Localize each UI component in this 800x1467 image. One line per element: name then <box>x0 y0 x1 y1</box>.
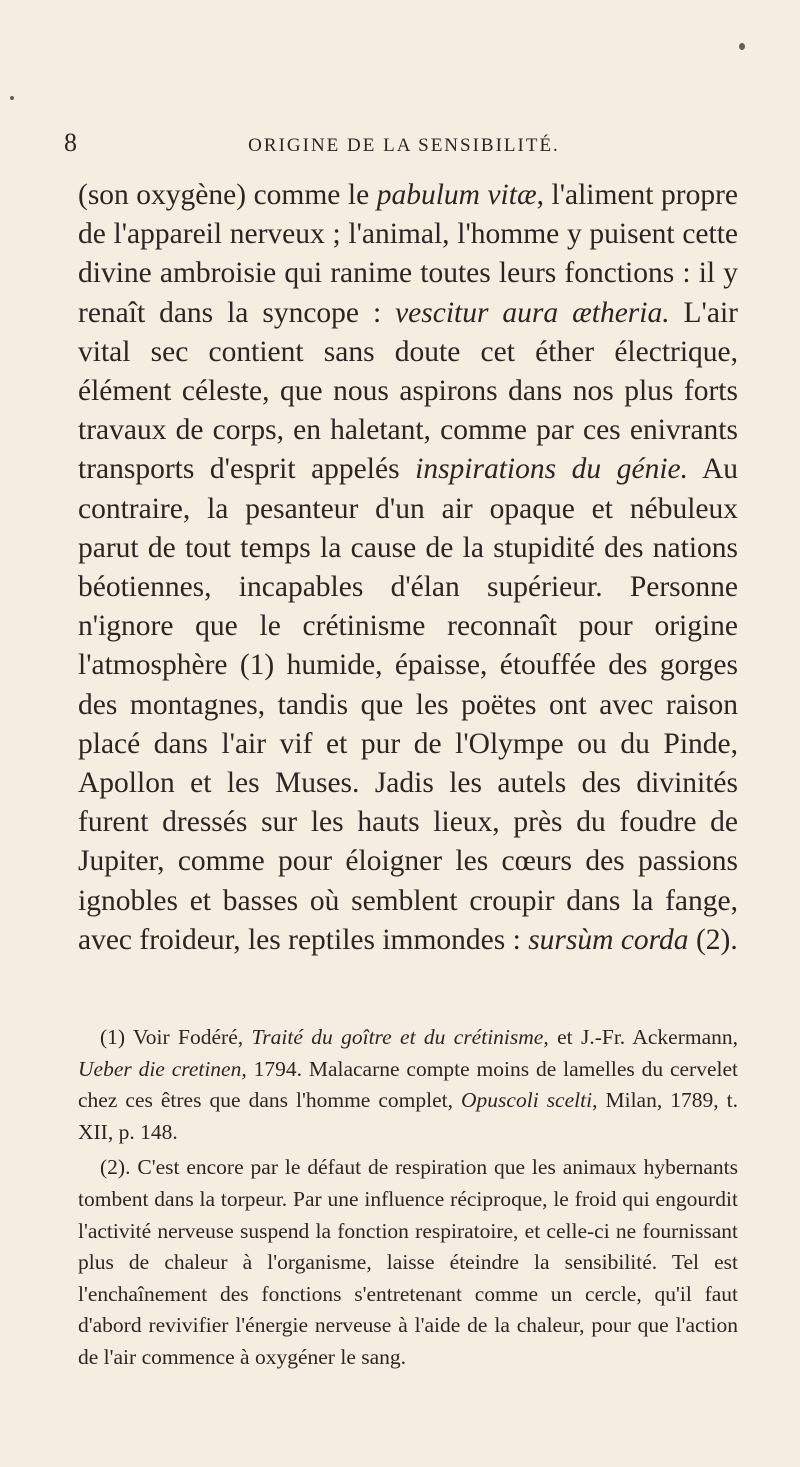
latin-phrase: vescitur aura ætheria. <box>395 296 670 329</box>
text-run: (son oxygène) comme le <box>78 179 377 211</box>
page-header <box>64 128 744 158</box>
book-title: Opuscoli scelti <box>461 1088 593 1113</box>
text-run: , l'aliment propre de l'appareil nerveux ; l'animal, l'homme y puisent cette divine ambroisie qui ranime toutes leurs fonctions : il y renaît dans la syncope : <box>78 179 738 329</box>
ink-speck <box>10 96 14 100</box>
latin-phrase: sursùm corda <box>528 923 689 956</box>
running-title: ORIGINE DE LA SENSIBILITÉ. <box>248 135 560 156</box>
footnotes <box>78 1022 738 1378</box>
text-run: , et J.-Fr. Ackermann, <box>543 1025 739 1049</box>
italic-phrase: inspirations du génie. <box>415 453 688 486</box>
text-run: L'air vital sec contient sans doute cet éther électrique, élément céleste, que nous aspirons dans nos plus forts travaux de corps, en haletant, comme par ces enivrants transports d'esprit appelés <box>78 296 738 486</box>
book-title: Ueber die cretinen <box>78 1056 242 1081</box>
text-run: Au contraire, la pesanteur d'un air opaque et nébuleux parut de tout temps la cause de la stupidité des nations béotiennes, incapables d'élan supérieur. Personne n'ignore que le crétinisme reconnaît pour origine l'atmosphère (1) humide, épaisse, étouffée des gorges des montagnes, tandis que les poëtes ont avec raison placé dans l'air vif et pur de l'Olympe ou du Pinde, Apollon et les Muses. Jadis les autels des divinités furent dressés sur les hauts lieux, près du foudre de Jupiter, comme pour éloigner les cœurs des passions ignobles et basses où semblent croupir dans la fange, avec froideur, les reptiles immondes : <box>78 453 738 956</box>
text-run: (2). <box>688 923 738 956</box>
book-title: Traité du goître et du crétinisme <box>251 1025 544 1049</box>
ink-speck <box>739 43 745 50</box>
text-run: , 1794. Malacarne compte moins de lamelles du cervelet chez ces êtres que dans l'homme complet, <box>78 1056 738 1113</box>
footnote-2: (2). C'est encore par le défaut de respiration que les animaux hybernants tombent dans la torpeur. Par une influence réciproque, le froid qui engourdit l'activité nerveuse suspend la fonction respiratoire, et celle-ci ne fournissant plus de chaleur à l'organisme, laisse éteindre la sensibilité. Tel est l'enchaînement des fonctions s'entretenant comme un cercle, qu'il faut d'abord revivifier l'énergie nerveuse à l'aide de la chaleur, pour que l'action de l'air commence à oxygéner le sang. <box>78 1155 738 1369</box>
text-run: (1) Voir Fodéré, <box>100 1025 252 1049</box>
page-number: 8 <box>64 128 79 157</box>
footnote-1 <box>78 1022 738 1148</box>
text-run: , Milan, 1789, t. XII, p. 148. <box>78 1088 738 1144</box>
latin-phrase: pabulum vitæ <box>376 179 537 211</box>
main-text <box>78 176 738 960</box>
